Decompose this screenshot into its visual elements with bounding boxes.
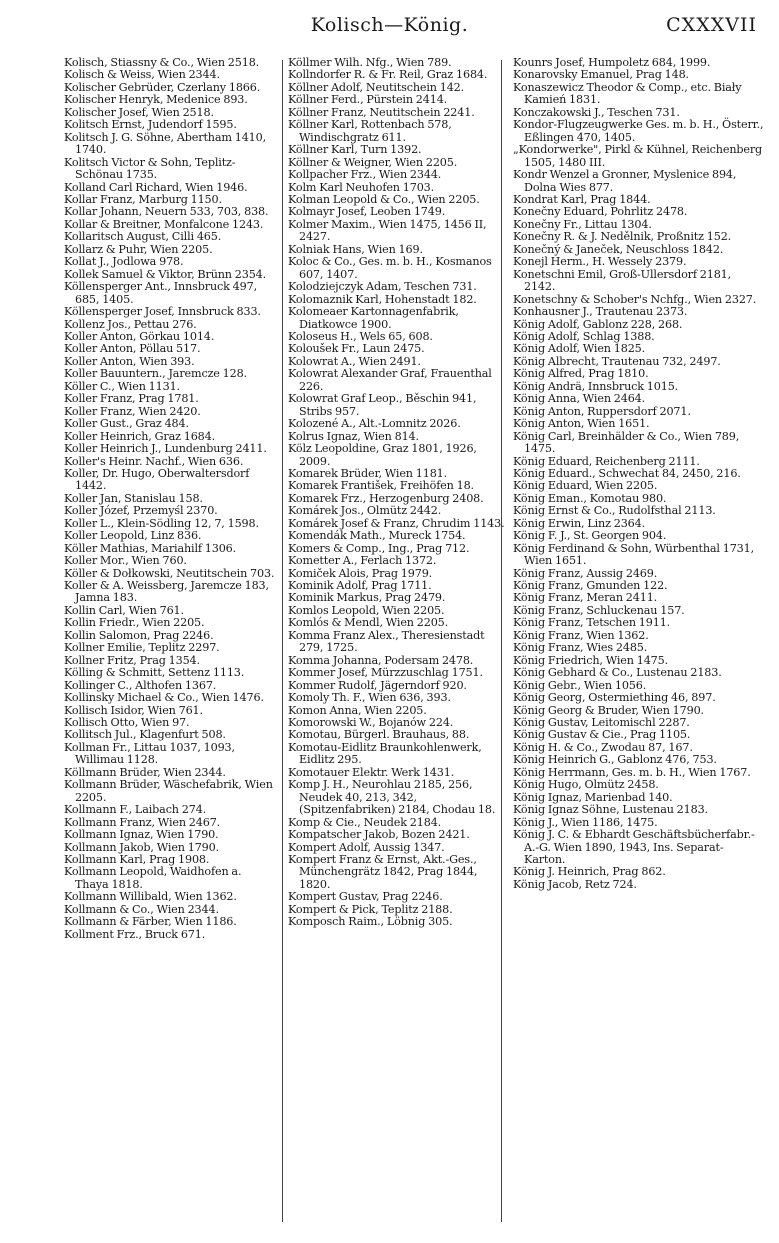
- directory-entry: Komárek Josef & Franz, Chrudim 1143.: [288, 516, 505, 530]
- directory-entry: Koller Leopold, Linz 836.: [64, 529, 202, 543]
- directory-entry: Kolowrat A., Wien 2491.: [288, 354, 421, 368]
- directory-entry: Kollmann & Co., Wien 2344.: [64, 902, 219, 916]
- directory-entry: König Jacob, Retz 724.: [513, 877, 637, 891]
- directory-entry: Kollar Johann, Neuern 533, 703, 838.: [64, 205, 269, 219]
- directory-entry: König Franz, Aussig 2469.: [513, 566, 658, 580]
- directory-entry: Koller, Dr. Hugo, Oberwaltersdorf 1442.: [64, 466, 250, 493]
- directory-entry: Koller's Heinr. Nachf., Wien 636.: [64, 454, 244, 468]
- directory-entry: Köllmer Wilh. Nfg., Wien 789.: [288, 57, 452, 69]
- directory-entry: König Gustav, Leitomischl 2287.: [513, 716, 690, 730]
- directory-entry: Kollndorfer R. & Fr. Reil, Graz 1684.: [288, 68, 488, 82]
- directory-entry: Kölling & Schmitt, Settenz 1113.: [64, 666, 245, 680]
- directory-entry: Konczakowski J., Teschen 731.: [513, 105, 680, 119]
- directory-entry: Köller & Dołkowski, Neutitschein 703.: [64, 566, 275, 580]
- directory-entry: König Ignaz Söhne, Lustenau 2183.: [513, 803, 708, 817]
- directory-entry: Kollmann Ignaz, Wien 1790.: [64, 828, 219, 842]
- directory-entry: Kompert & Pick, Teplitz 2188.: [288, 902, 453, 916]
- directory-entry: König Franz, Gmunden 122.: [513, 579, 668, 593]
- directory-entry: König Eduard, Reichenberg 2111.: [513, 454, 700, 468]
- directory-entry: Kolowrat Graf Leop., Běschin 941, Stribs 957.: [288, 392, 477, 418]
- page-number: CXXXVII: [666, 14, 757, 36]
- directory-entry: Kolland Carl Richard, Wien 1946.: [64, 180, 248, 194]
- directory-entry: Kolman Leopold & Co., Wien 2205.: [288, 192, 480, 206]
- directory-entry: Koller & A. Weissberg, Jaremcze 183, Jamna 183.: [64, 579, 269, 605]
- directory-column-2: [288, 57, 505, 1227]
- directory-entry: Kollinsky Michael & Co., Wien 1476.: [64, 691, 264, 705]
- directory-entry: König J. Heinrich, Prag 862.: [513, 865, 666, 879]
- directory-entry: König Albrecht, Trautenau 732, 2497.: [513, 354, 721, 368]
- directory-entry: Kometter A., Ferlach 1372.: [288, 554, 437, 568]
- directory-entry: Kolmer Maxim., Wien 1475, 1456 II, 2427.: [288, 217, 487, 244]
- directory-entry: Kolodziejczyk Adam, Teschen 731.: [288, 280, 477, 294]
- directory-entry: Kollner Emilie, Teplitz 2297.: [64, 641, 220, 655]
- directory-entry: Köllner Karl, Turn 1392.: [288, 143, 422, 157]
- directory-entry: Kondor-Flugzeugwerke Ges. m. b. H., Österr., Eßlingen 470, 1405.: [513, 118, 764, 144]
- directory-entry: Kominik Adolf, Prag 1711.: [288, 579, 432, 593]
- directory-entry: Koller Heinrich, Graz 1684.: [64, 429, 216, 443]
- directory-entry: Kolitsch J. G. Söhne, Abertham 1410, 1740.: [64, 130, 267, 157]
- directory-entry: Kollmann Franz, Wien 2467.: [64, 815, 221, 829]
- directory-entry: Komlos Leopold, Wien 2205.: [288, 603, 445, 617]
- directory-entry: König Eduard., Schwechat 84, 2450, 216.: [513, 466, 741, 480]
- directory-entry: König Alfred, Prag 1810.: [513, 367, 649, 381]
- directory-entry: Kondr Wenzel a Gronner, Myslenice 894, Dolna Wies 877.: [513, 168, 737, 194]
- directory-entry: Kollat J., Jodlowa 978.: [64, 255, 184, 269]
- directory-entry: König J. C. & Ebhardt Geschäftsbücherfabr.-A.-G. Wien 1890, 1943, Ins. Separat-Karton.: [513, 828, 755, 866]
- directory-entry: Köllner Ferd., Pürstein 2414.: [288, 93, 448, 107]
- directory-entry: König F. J., St. Georgen 904.: [513, 529, 667, 543]
- directory-entry: Kolmayr Josef, Leoben 1749.: [288, 205, 446, 219]
- directory-entry: König Gebr., Wien 1056.: [513, 678, 647, 692]
- directory-entry: Koller Mor., Wien 760.: [64, 554, 187, 568]
- directory-entry: König Ferdinand & Sohn, Würbenthal 1731, Wien 1651.: [513, 541, 755, 568]
- directory-entry: Kolisch, Stiassny & Co., Wien 2518.: [64, 57, 260, 69]
- directory-entry: Konejl Herm., H. Wessely 2379.: [513, 255, 687, 269]
- directory-entry: Kollinger C., Althofen 1367.: [64, 678, 217, 692]
- directory-entry: Koller Heinrich J., Lundenburg 2411.: [64, 442, 267, 456]
- directory-entry: König Anton, Ruppersdorf 2071.: [513, 404, 691, 418]
- directory-entry: König Franz, Wien 1362.: [513, 628, 649, 642]
- directory-entry: Koller Franz, Prag 1781.: [64, 392, 199, 406]
- directory-entry: König Franz, Wies 2485.: [513, 641, 648, 655]
- directory-entry: Koloseus H., Wels 65, 608.: [288, 329, 433, 343]
- directory-entry: König Georg, Ostermiething 46, 897.: [513, 691, 716, 705]
- directory-entry: Komendák Math., Mureck 1754.: [288, 529, 466, 543]
- directory-entry: Kollek Samuel & Viktor, Brünn 2354.: [64, 267, 267, 281]
- directory-entry: Kolischer Gebrüder, Czerlany 1866.: [64, 80, 261, 94]
- directory-entry: Kompert Adolf, Aussig 1347.: [288, 840, 445, 854]
- directory-entry: Kollmann & Färber, Wien 1186.: [64, 915, 237, 929]
- directory-entry: Kollpacher Frz., Wien 2344.: [288, 168, 442, 182]
- directory-entry: Kollarz & Puhr, Wien 2205.: [64, 242, 213, 256]
- directory-entry: König Adolf, Wien 1825.: [513, 342, 646, 356]
- directory-entry: Köller C., Wien 1131.: [64, 379, 180, 393]
- page-title: Kolisch—König.: [310, 14, 469, 36]
- directory-entry: Koller Anton, Wien 393.: [64, 354, 195, 368]
- directory-entry: Konečny R. & J. Nedělnik, Proßnitz 152.: [513, 230, 732, 244]
- directory-entry: König Georg & Bruder, Wien 1790.: [513, 703, 704, 717]
- directory-entry: König Hugo, Olmütz 2458.: [513, 778, 659, 792]
- directory-entry: Kollin Friedr., Wien 2205.: [64, 616, 205, 630]
- directory-entry: Koller Franz, Wien 2420.: [64, 404, 201, 418]
- directory-entry: Konetschni Emil, Groß-Ullersdorf 2181, 2142.: [513, 267, 732, 294]
- directory-entry: Koller Gust., Graz 484.: [64, 417, 189, 431]
- directory-entry: König Gustav & Cie., Prag 1105.: [513, 728, 691, 742]
- directory-entry: Kollman Fr., Littau 1037, 1093, Willimau 1128.: [64, 740, 235, 767]
- directory-entry: Komers & Comp., Ing., Prag 712.: [288, 541, 470, 555]
- directory-entry: König Heinrich G., Gablonz 476, 753.: [513, 753, 717, 767]
- directory-entry: Kollmann Karl, Prag 1908.: [64, 853, 210, 866]
- directory-entry: Kollenz Jos., Pettau 276.: [64, 317, 197, 331]
- directory-entry: Koller Józef, Przemyśl 2370.: [64, 504, 218, 518]
- directory-entry: Komarek Frz., Herzogenburg 2408.: [288, 491, 484, 505]
- page-header: [0, 14, 779, 48]
- directory-entry: Köllmann Brüder, Wien 2344.: [64, 765, 226, 779]
- directory-entry: Kollner Fritz, Prag 1354.: [64, 653, 200, 667]
- directory-entry: Kominik Markus, Prag 2479.: [288, 591, 446, 605]
- directory-entry: Kollin Salomon, Prag 2246.: [64, 628, 214, 642]
- directory-entry: Komp & Cie., Neudek 2184.: [288, 815, 442, 829]
- directory-entry: König Franz, Tetschen 1911.: [513, 616, 671, 630]
- directory-entry: Kompert Gustav, Prag 2246.: [288, 890, 443, 904]
- directory-entry: Koller Jan, Stanislau 158.: [64, 491, 203, 505]
- directory-entry: Kommer Josef, Mürzzuschlag 1751.: [288, 666, 483, 680]
- directory-entry: König Ignaz, Marienbad 140.: [513, 790, 673, 804]
- directory-entry: König Adolf, Schlag 1388.: [513, 329, 655, 343]
- directory-entry: Kompert Franz & Ernst, Akt.-Ges., Münchengrätz 1842, Prag 1844, 1820.: [288, 853, 478, 891]
- directory-entry: Köllner & Weigner, Wien 2205.: [288, 155, 458, 169]
- directory-entry: König Anton, Wien 1651.: [513, 417, 650, 431]
- directory-entry: Komotau-Eidlitz Braunkohlenwerk, Eidlitz 295.: [288, 740, 482, 767]
- directory-entry: König Adolf, Gablonz 228, 268.: [513, 317, 683, 331]
- directory-entry: Konečný & Janeček, Neuschloss 1842.: [513, 242, 724, 256]
- directory-entry: Konhausner J., Trautenau 2373.: [513, 305, 688, 319]
- directory-entry: Koller Anton, Pöllau 517.: [64, 342, 201, 356]
- directory-entry: Komoly Th. F., Wien 636, 393.: [288, 691, 451, 705]
- directory-entry: König Eduard, Wien 2205.: [513, 479, 658, 493]
- directory-entry: Konetschny & Schober's Nchfg., Wien 2327.: [513, 292, 757, 306]
- directory-entry: Komiček Alois, Prag 1979.: [288, 566, 433, 580]
- directory-entry: Kollmann Jakob, Wien 1790.: [64, 840, 220, 854]
- directory-entry: Kolitsch Victor & Sohn, Teplitz-Schönau 1735.: [64, 155, 236, 182]
- directory-entry: Komorowski W., Bojanów 224.: [288, 716, 454, 730]
- directory-entry: Kollisch Otto, Wien 97.: [64, 716, 190, 730]
- directory-entry: Kolomaznik Karl, Hohenstadt 182.: [288, 292, 477, 306]
- directory-entry: Komarek František, Freihöfen 18.: [288, 479, 474, 493]
- directory-entry: Kölz Leopoldine, Graz 1801, 1926, 2009.: [288, 442, 477, 468]
- directory-entry: Kollisch Isidor, Wien 761.: [64, 703, 203, 717]
- directory-entry: Koller Anton, Görkau 1014.: [64, 329, 215, 343]
- directory-entry: Kolrus Ignaz, Wien 814.: [288, 429, 419, 443]
- directory-entry: Kollar & Breitner, Monfalcone 1243.: [64, 217, 264, 231]
- directory-entry: Konarovsky Emanuel, Prag 148.: [513, 68, 689, 82]
- directory-entry: Köllensperger Ant., Innsbruck 497, 685, 1405.: [64, 280, 257, 306]
- directory-entry: Komarek Brüder, Wien 1181.: [288, 466, 448, 480]
- directory-entry: „Kondorwerke", Pirkl & Kühnel, Reichenberg 1505, 1480 III.: [513, 143, 763, 169]
- directory-entry: Konečny Fr., Littau 1304.: [513, 217, 652, 231]
- directory-columns: [64, 57, 764, 1227]
- directory-entry: Köllner Karl, Rottenbach 578, Windischgratz 611.: [288, 118, 452, 144]
- directory-entry: Koloušek Fr., Laun 2475.: [288, 342, 425, 356]
- directory-entry: Konečny Eduard, Pohrlitz 2478.: [513, 205, 688, 219]
- directory-entry: Komlós & Mendl, Wien 2205.: [288, 616, 449, 630]
- directory-entry: Kolisch & Weiss, Wien 2344.: [64, 68, 220, 82]
- directory-entry: Köller Mathias, Mariahilf 1306.: [64, 541, 237, 555]
- directory-entry: König Gebhard & Co., Lustenau 2183.: [513, 666, 722, 680]
- directory-entry: König Eman., Komotau 980.: [513, 491, 667, 505]
- directory-entry: König J., Wien 1186, 1475.: [513, 815, 658, 829]
- directory-column-1: [64, 57, 276, 1227]
- directory-entry: König Franz, Meran 2411.: [513, 591, 658, 605]
- directory-entry: Kollin Carl, Wien 761.: [64, 603, 184, 617]
- directory-entry: König Ernst & Co., Rudolfsthal 2113.: [513, 504, 716, 518]
- directory-entry: Köllner Adolf, Neutitschein 142.: [288, 80, 465, 94]
- directory-entry: Kollmann Leopold, Waidhofen a. Thaya 1818.: [64, 865, 242, 891]
- directory-entry: Kolniak Hans, Wien 169.: [288, 242, 423, 256]
- directory-entry: Komon Anna, Wien 2205.: [288, 703, 427, 717]
- directory-entry: Koller L., Klein-Södling 12, 7, 1598.: [64, 516, 259, 530]
- directory-entry: Koller Bauuntern., Jaremcze 128.: [64, 367, 247, 381]
- directory-entry: Kolm Karl Neuhofen 1703.: [288, 180, 435, 194]
- directory-entry: Kollmann F., Laibach 274.: [64, 803, 207, 817]
- directory-column-3: [513, 57, 764, 1227]
- directory-entry: Kollar Franz, Marburg 1150.: [64, 192, 222, 206]
- directory-entry: Köllner Franz, Neutitschein 2241.: [288, 105, 475, 119]
- directory-entry: Koloc & Co., Ges. m. b. H., Kosmanos 607, 1407.: [288, 255, 492, 281]
- directory-entry: König Franz, Schluckenau 157.: [513, 603, 685, 617]
- directory-entry: Kollaritsch August, Cilli 465.: [64, 230, 222, 244]
- directory-entry: König Erwin, Linz 2364.: [513, 516, 646, 530]
- directory-entry: Kompatscher Jakob, Bozen 2421.: [288, 828, 470, 842]
- directory-entry: Köllensperger Josef, Innsbruck 833.: [64, 305, 261, 319]
- directory-entry: Komotau, Bürgerl. Brauhaus, 88.: [288, 728, 470, 742]
- directory-entry: König Carl, Breinhälder & Co., Wien 789, 1475.: [513, 429, 740, 456]
- directory-entry: König Anna, Wien 2464.: [513, 392, 646, 406]
- directory-entry: Kolitsch Ernst, Judendorf 1595.: [64, 118, 237, 132]
- directory-entry: König H. & Co., Zwodau 87, 167.: [513, 740, 693, 754]
- directory-entry: Komárek Jos., Olmütz 2442.: [288, 504, 442, 518]
- directory-entry: Kolischer Josef, Wien 2518.: [64, 105, 214, 119]
- directory-entry: Kollmann Willibald, Wien 1362.: [64, 890, 237, 904]
- directory-entry: Kolozené A., Alt.-Lomnitz 2026.: [288, 417, 461, 431]
- directory-entry: Komma Franz Alex., Theresienstadt 279, 1725.: [288, 628, 485, 655]
- directory-entry: König Friedrich, Wien 1475.: [513, 653, 669, 667]
- directory-entry: Kolomeaer Kartonnagenfabrik, Diatkowce 1900.: [288, 305, 459, 331]
- directory-entry: Konaszewicz Theodor & Comp., etc. Biały Kamień 1831.: [513, 80, 742, 107]
- directory-entry: Komotauer Elektr. Werk 1431.: [288, 765, 455, 779]
- directory-entry: Kommer Rudolf, Jägerndorf 920.: [288, 678, 467, 692]
- directory-entry: Komp J. H., Neurohlau 2185, 256, Neudek 40, 213, 342, (Spitzenfabriken) 2184, Chodau 18.: [288, 778, 496, 817]
- directory-entry: Kounrs Josef, Humpoletz 684, 1999.: [513, 57, 711, 69]
- directory-entry: Kollment Frz., Bruck 671.: [64, 927, 206, 941]
- directory-entry: Komma Johanna, Podersam 2478.: [288, 653, 474, 667]
- directory-entry: Kolowrat Alexander Graf, Frauenthal 226.: [288, 367, 492, 393]
- directory-entry: Kolischer Henryk, Medenice 893.: [64, 93, 248, 107]
- directory-entry: Kollitsch Jul., Klagenfurt 508.: [64, 728, 226, 742]
- directory-entry: Kollmann Brüder, Wäschefabrik, Wien 2205.: [64, 778, 273, 804]
- directory-entry: König Herrmann, Ges. m. b. H., Wien 1767.: [513, 765, 751, 779]
- directory-entry: Komposch Raim., Löbnig 305.: [288, 915, 453, 929]
- directory-entry: Kondrat Karl, Prag 1844.: [513, 192, 651, 206]
- directory-entry: König Andrä, Innsbruck 1015.: [513, 379, 679, 393]
